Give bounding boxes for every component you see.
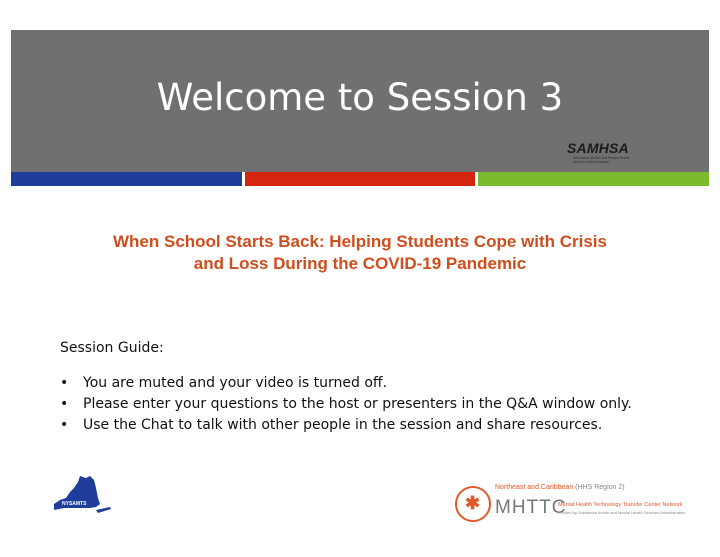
accent-bar-green [478,172,709,186]
samhsa-logo-subtitle: Substance Abuse and Mental Health Services Administration [573,156,630,164]
session-guide-list [60,374,632,437]
list-item-text: You are muted and your video is turned off. [83,375,388,391]
mhttc-region-note: (HHS Region 2) [575,484,625,491]
mhttc-network-name: Mental Health Technology Transfer Center Network [558,502,683,508]
long-island-icon [96,507,111,513]
mhttc-emblem-icon [455,486,491,522]
list-item-text: Please enter your questions to the host or presenters in the Q&A window only. [83,396,632,412]
samhsa-logo [567,140,642,164]
session-subtitle-line-2: and Loss During the COVID-19 Pandemic [193,254,527,273]
mhttc-region [495,484,625,491]
mhttc-logo [455,484,690,529]
list-item [60,374,632,395]
mhttc-region-name: Northeast and Caribbean [495,484,574,491]
session-guide-label: Session Guide: [60,340,164,356]
accent-bar-red [245,172,475,186]
slide-title: Welcome to Session 3 [156,76,564,119]
list-item [60,416,632,437]
bullet-icon: • [60,396,69,412]
session-subtitle-line-1: When School Starts Back: Helping Students Cope with Crisis [112,232,607,251]
list-item-text: Use the Chat to talk with other people in the session and share resources. [83,417,603,433]
bullet-icon: • [60,417,69,433]
mhttc-funded-by: Funded by Substance Abuse and Mental Health Services Administration [558,510,686,515]
new-york-state-logo [50,474,112,522]
ny-logo-text: NYSAMTS [62,501,87,507]
people-icon: ✱ [465,493,481,513]
accent-bar-blue [11,172,242,186]
mhttc-acronym: MHTTC [495,497,567,518]
bullet-icon: • [60,375,69,391]
samhsa-logo-word: SAMHSA [567,140,629,156]
list-item [60,395,632,416]
session-subtitle [60,231,660,275]
